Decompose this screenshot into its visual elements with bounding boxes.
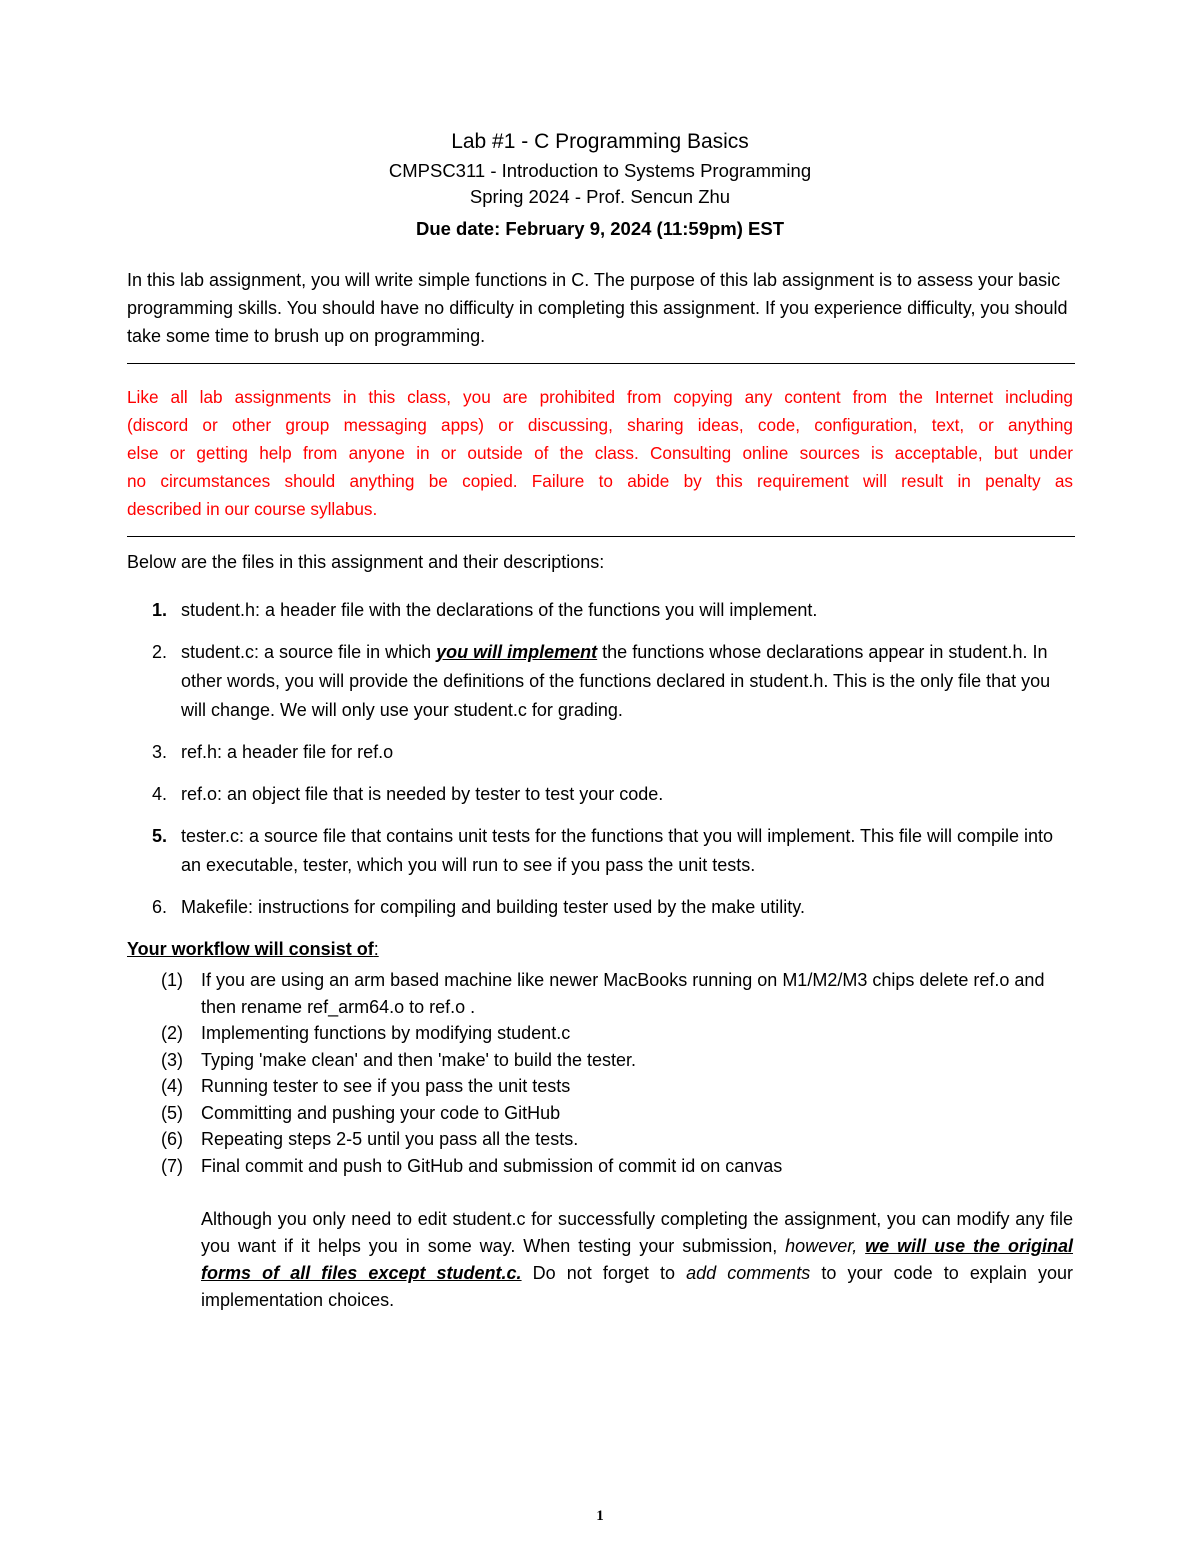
closing-text-2: Do not forget to [521, 1263, 687, 1283]
list-text: student.h: a header file with the declarations of the functions you will implement. [181, 600, 818, 620]
warning-line: no circumstances should anything be copied. Failure to abide by this requirement will result in penalty as [127, 471, 1073, 491]
list-item [127, 822, 1073, 880]
files-intro: Below are the files in this assignment and their descriptions: [127, 552, 605, 572]
list-number: 5. [152, 826, 168, 846]
list-number: 4. [152, 784, 168, 804]
step-text: Repeating steps 2-5 until you pass all the tests. [201, 1129, 579, 1149]
list-item [127, 596, 1073, 625]
list-item [127, 967, 1073, 1020]
emphasis-text: you will implement [436, 642, 598, 662]
list-number: 2. [152, 642, 168, 662]
list-number: 3. [152, 742, 168, 762]
list-item [127, 638, 1073, 725]
list-item [127, 1153, 1073, 1180]
step-number: (7) [161, 1155, 183, 1176]
workflow-steps [127, 967, 1073, 1179]
list-item [127, 1047, 1073, 1074]
list-text: Makefile: instructions for compiling and building tester used by the make utility. [181, 897, 805, 917]
original-files-notice: we will use the original forms of all files except student.c. [201, 1236, 1073, 1283]
list-text: ref.h: a header file for ref.o [181, 742, 394, 762]
list-item [127, 1100, 1073, 1127]
list-item [127, 1020, 1073, 1047]
academic-integrity-warning [127, 383, 1073, 523]
list-item [127, 780, 1073, 809]
step-text: Running tester to see if you pass the unit tests [201, 1076, 571, 1096]
term-and-professor: Spring 2024 - Prof. Sencun Zhu [469, 186, 731, 207]
warning-line: Like all lab assignments in this class, you are prohibited from copying any content from the Internet including [127, 387, 1073, 407]
document-title: Lab #1 - C Programming Basics [451, 130, 749, 153]
add-comments-text: add comments [686, 1263, 811, 1283]
warning-line: (discord or other group messaging apps) or discussing, sharing ideas, code, configuration, text, or anything [127, 415, 1073, 435]
closing-paragraph [201, 1206, 1073, 1314]
closing-text-1: Although you only need to edit student.c for successfully completing the assignment, you can modify any file you want if it helps you in some way. When testing your submission, [201, 1209, 1073, 1256]
list-item [127, 1126, 1073, 1153]
workflow-heading [127, 939, 1073, 960]
list-text-pre: student.c: a source file in which [181, 642, 437, 662]
step-text: Final commit and push to GitHub and submission of commit id on canvas [201, 1155, 783, 1176]
step-number: (5) [161, 1102, 183, 1123]
list-number: 1. [152, 600, 168, 620]
list-text: tester.c: a source file that contains unit tests for the functions that you will implement. This file will compile into an executable, tester, which you will run to see if you pass the unit tests. [181, 826, 1054, 875]
warning-line: described in our course syllabus. [127, 499, 378, 519]
course-name: CMPSC311 - Introduction to Systems Programming [388, 160, 812, 181]
closing-text-3: to your code to explain your implementation choices. [201, 1263, 1073, 1310]
step-number: (4) [161, 1076, 183, 1096]
workflow-heading-text: Your workflow will consist of [127, 939, 374, 959]
step-number: (3) [161, 1049, 183, 1070]
list-item [127, 738, 1073, 767]
step-number: (6) [161, 1129, 183, 1149]
step-text: Implementing functions by modifying student.c [201, 1023, 571, 1043]
step-number: (1) [161, 970, 183, 990]
page-number: 1 [596, 1508, 604, 1524]
list-item [127, 1073, 1073, 1100]
step-number: (2) [161, 1023, 183, 1043]
list-text-post: the functions whose declarations appear in student.h. In other words, you will provide the definitions of the functions declared in student.h. This is the only file that you will change. We will only use your student.c for grading. [181, 642, 1051, 720]
due-date: Due date: February 9, 2024 (11:59pm) EST [415, 218, 785, 239]
warning-line: else or getting help from anyone in or outside of the class. Consulting online sources is acceptable, but under [127, 443, 1073, 463]
workflow-heading-colon: : [373, 939, 379, 959]
list-text: ref.o: an object file that is needed by tester to test your code. [181, 784, 664, 804]
however-text: however, [785, 1236, 858, 1256]
step-text: Typing 'make clean' and then 'make' to build the tester. [201, 1049, 637, 1070]
list-number: 6. [152, 897, 168, 917]
divider-top [127, 363, 1075, 364]
step-text: Committing and pushing your code to GitHub [201, 1102, 561, 1123]
step-text: If you are using an arm based machine like newer MacBooks running on M1/M2/M3 chips delete ref.o and then rename ref_arm64.o to ref.o . [201, 970, 1045, 1017]
intro-paragraph: In this lab assignment, you will write simple functions in C. The purpose of this lab assignment is to assess your basic programming skills. You should have no difficulty in completing this assignment. If you experience difficulty, you should take some time to brush up on programming. [127, 270, 1068, 346]
files-list [127, 596, 1073, 935]
divider-bottom [127, 536, 1075, 537]
list-item [127, 893, 1073, 922]
